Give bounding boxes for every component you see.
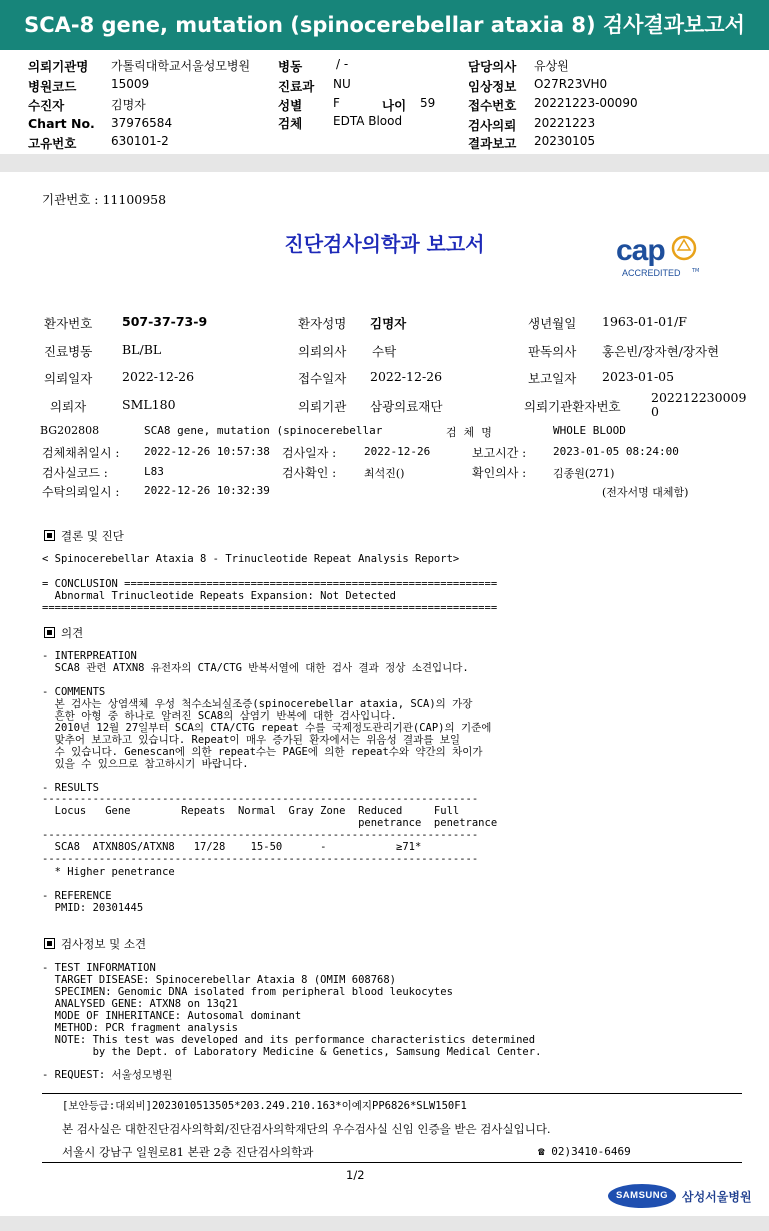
test-name: SCA8 gene, mutation (spinocerebellar [144,424,383,437]
header-value: 가톨릭대학교서울성모병원 [111,59,251,73]
results-data-row: SCA8 ATXN8OS/ATXN8 17/28 15-50 - ≥71* [42,841,422,853]
test-info-line: by the Dept. of Laboratory Medicine & Genetics, Samsung Medical Center. [42,1046,542,1058]
footer-divider [42,1093,742,1094]
meta-label: 검체채취일시 : [42,446,120,460]
patient-value: 0 [651,404,659,419]
header-value: NU [333,77,351,91]
patient-value: BL/BL [122,342,162,357]
header-label: 검사의뢰 [468,118,517,133]
bottom-gap [0,1216,769,1231]
meta-value: 2022-12-26 [364,445,431,458]
results-title: - RESULTS [42,782,99,794]
meta-label: 검사일자 : [282,446,337,460]
meta-value: 2022-12-26 10:32:39 [144,484,270,497]
patient-value: 홍은빈/장자현/장자현 [602,344,720,359]
request-line: - REQUEST: 서울성모병원 [42,1069,173,1081]
patient-value: 507-37-73-9 [122,314,208,329]
header-value: 김명자 [111,98,146,112]
meta-label: 보고시간 : [472,446,527,460]
header-label: 수진자 [28,98,65,113]
phone-number: ☎ 02)3410-6469 [538,1145,631,1158]
header-label: 담당의사 [468,59,517,74]
header-label: 성별 [278,98,303,113]
meta-value: L83 [144,465,164,478]
patient-label: 의뢰자 [50,399,87,414]
test-code: BG202808 [40,424,100,437]
header-value: O27R23VH0 [534,77,608,91]
results-header-row: Locus Gene Repeats Normal Gray Zone Reduced Full [42,805,460,817]
section-title: 결론 및 진단 [61,529,124,543]
conclusion-rule-end: ======================================================================== [42,602,498,614]
header-label: 진료과 [278,79,315,94]
cap-accredited-logo [614,232,704,282]
meta-label: 검사실코드 : [42,466,108,480]
report-heading: 진단검사의학과 보고서 [284,232,485,256]
conclusion-rule: = CONCLUSION =========================================================== [42,578,498,590]
specimen-label: 검 체 명 [446,426,492,439]
patient-value: 2022-12-26 [122,369,195,384]
footer-divider [42,1162,742,1163]
institution-number: 기관번호 : 11100958 [42,192,167,207]
patient-label: 접수일자 [298,371,347,386]
header-label: Chart No. [28,116,95,131]
header-value: F [333,96,340,110]
test-info-line: SPECIMEN: Genomic DNA isolated from peripheral blood leukocytes [42,986,453,998]
certification-text: 본 검사실은 대한진단검사의학회/진단검사의학재단의 우수검사실 신임 인증을 받은 검사실입니다. [62,1122,551,1136]
page-number: 1/2 [346,1168,365,1182]
meta-label: 수탁의뢰일시 : [42,485,120,499]
patient-label: 환자성명 [298,316,347,331]
header-value: 20221223-00090 [534,96,638,110]
header-value: 630101-2 [111,134,169,148]
page-gap [0,154,769,172]
interpretation-title: - INTERPREATION [42,650,137,662]
results-rule: --------------------------------------------------------------------- [42,853,479,865]
header-info [0,50,769,154]
report-name: < Spinocerebellar Ataxia 8 - Trinucleotide Repeat Analysis Report> [42,553,460,565]
reference-text: PMID: 20301445 [42,902,144,914]
header-value: 15009 [111,77,150,91]
comments-line: 수 있습니다. Genescan에 의한 repeat수는 PAGE에 의한 repeat수와 약간의 차이가 [42,746,483,758]
patient-label: 보고일자 [528,371,577,386]
patient-value: 202212230009 [651,390,747,405]
patient-value: 김명자 [370,316,407,331]
patient-label: 진료병동 [44,344,93,359]
header-label: 의뢰기관명 [28,59,89,74]
interpretation-text: SCA8 관련 ATXN8 유전자의 CTA/CTG 반복서열에 대한 검사 결과 정상 소견입니다. [42,662,469,674]
patient-value: 1963-01-01/F [602,314,687,329]
square-bullet-icon [44,938,55,949]
patient-label: 의뢰의사 [298,344,347,359]
test-info-line: - TEST INFORMATION [42,962,156,974]
meta-value: 김종원(271) [553,467,615,480]
meta-label: 검사확인 : [282,466,337,480]
patient-value: 삼광의료재단 [370,399,443,414]
samsung-logo-text: SAMSUNG [615,1190,669,1201]
meta-value: 2023-01-05 08:24:00 [553,445,679,458]
header-value: EDTA Blood [333,114,403,128]
square-bullet-icon [44,530,55,541]
comments-line: 있을 수 있으므로 참고하시기 바랍니다. [42,758,249,770]
patient-value: 수탁 [372,344,397,359]
specimen-value: WHOLE BLOOD [553,424,626,437]
header-label: 임상정보 [468,79,517,94]
patient-value: 2023-01-05 [602,369,675,384]
patient-label: 의뢰일자 [44,371,93,386]
results-rule: --------------------------------------------------------------------- [42,829,479,841]
section-result-heading [44,528,124,544]
section-title: 검사정보 및 소견 [61,937,147,951]
patient-label: 환자번호 [44,316,93,331]
header-label: 결과보고 [468,136,517,151]
header-label: 병동 [278,59,303,74]
cap-accredited-text: ACCREDITED [622,268,681,278]
patient-label: 생년월일 [528,316,577,331]
patient-value: 2022-12-26 [370,369,443,384]
conclusion-text: Abnormal Trinucleotide Repeats Expansion: Not Detected [42,590,397,602]
test-info-line: MODE OF INHERITANCE: Autosomal dominant [42,1010,302,1022]
test-info-line: NOTE: This test was developed and its performance characteristics determined [42,1034,536,1046]
test-info-line: TARGET DISEASE: Spinocerebellar Ataxia 8 (OMIM 608768) [42,974,397,986]
reference-title: - REFERENCE [42,890,112,902]
results-note: * Higher penetrance [42,866,175,878]
header-label: 고유번호 [28,136,77,151]
header-label: 병원코드 [28,79,77,94]
test-info-line: ANALYSED GENE: ATXN8 on 13q21 [42,998,238,1010]
header-value: 37976584 [111,116,173,130]
comments-title: - COMMENTS [42,686,106,698]
patient-value: SML180 [122,397,176,412]
patient-label: 판독의사 [528,344,577,359]
comments-line: 본 검사는 상염색체 우성 척수소뇌실조증(spinocerebellar ataxia, SCA)의 가장 [42,698,473,710]
section-title: 의견 [61,626,84,640]
header-label: 나이 [382,98,407,113]
cap-logo-text: cap [616,234,665,267]
header-label: 접수번호 [468,98,517,113]
header-value: 20221223 [534,116,596,130]
meta-value: 최석진() [364,467,405,480]
header-value: / - [336,57,349,71]
comments-line: 2010년 12월 27일부터 SCA의 CTA/CTG repeat 수를 국제정도관리기관(CAP)의 기준에 [42,722,492,734]
hospital-name: 삼성서울병원 [682,1190,752,1204]
section-opinion-heading [44,625,83,641]
comments-line: 흔한 아형 중 하나로 알려진 SCA8의 삼염기 반복에 대한 검사입니다. [42,710,397,722]
results-header-row: penetrance penetrance [42,817,498,829]
security-stamp: [보안등급:대외비]2023010513505*203.249.210.163*이예지PP6826*SLW150F1 [62,1100,467,1112]
meta-value: 2022-12-26 10:57:38 [144,445,270,458]
section-info-heading [44,936,146,952]
test-info-line: METHOD: PCR fragment analysis [42,1022,238,1034]
comments-line: 맞추어 보고하고 있습니다. Repeat이 매우 증가된 환자에서는 위음성 결과를 보일 [42,734,461,746]
header-label: 검체 [278,116,303,131]
e-signature-note: (전자서명 대체함) [602,486,689,499]
department-address: 서울시 강남구 일원로81 본관 2층 진단검사의학과 [62,1145,314,1159]
results-rule: --------------------------------------------------------------------- [42,793,479,805]
square-bullet-icon [44,627,55,638]
samsung-logo [608,1184,676,1208]
header-value: 59 [420,96,436,110]
header-value: 유상원 [534,59,569,73]
meta-label: 확인의사 : [472,466,527,480]
header-value: 20230105 [534,134,596,148]
report-title-bar: SCA-8 gene, mutation (spinocerebellar ataxia 8) 검사결과보고서 [0,0,769,50]
report-page [0,172,769,1231]
cap-tm-text: TM [692,268,700,274]
patient-label: 의뢰기관 [298,399,347,414]
patient-label: 의뢰기관환자번호 [524,399,621,414]
